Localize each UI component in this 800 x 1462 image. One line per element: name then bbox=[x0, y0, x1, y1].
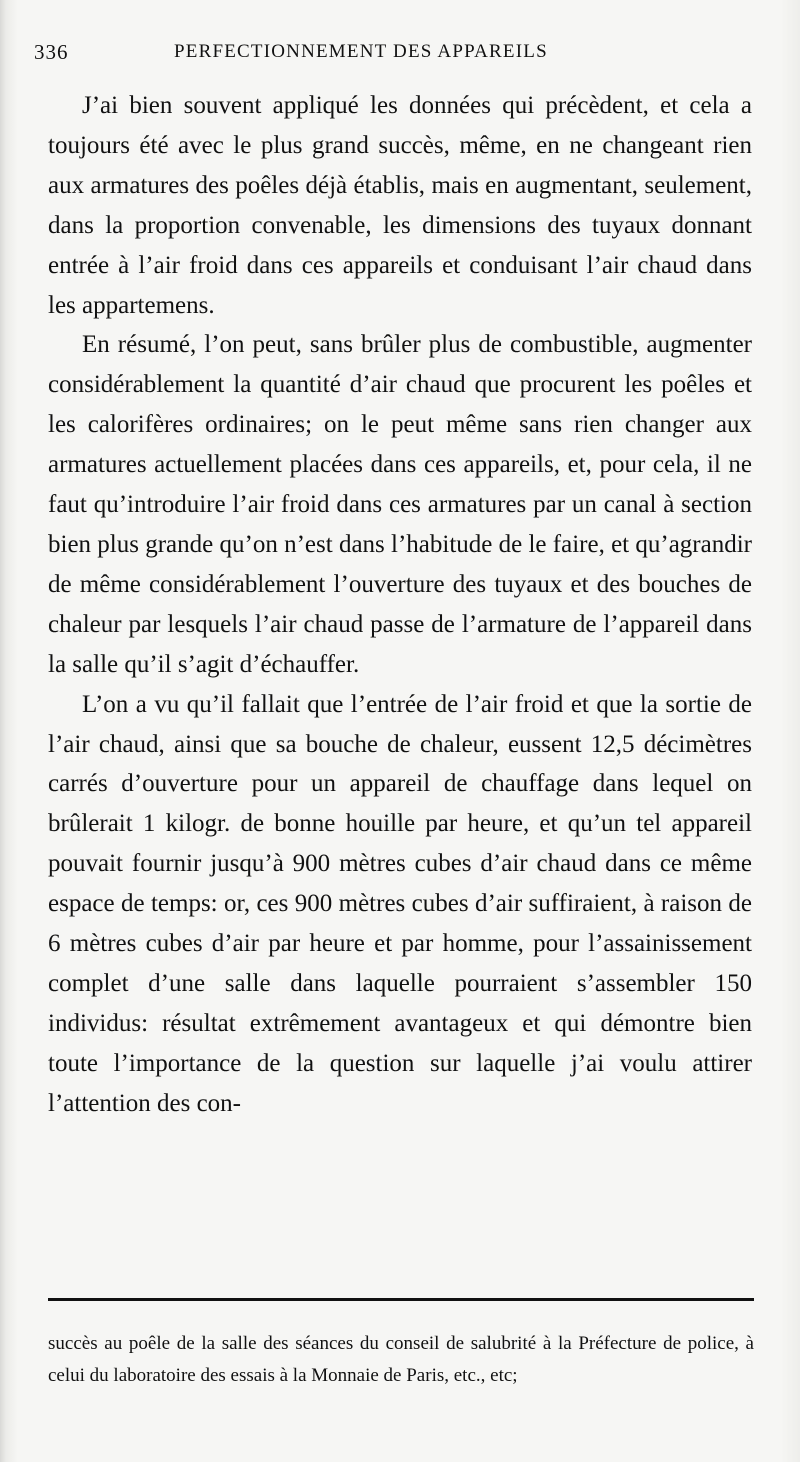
paragraph-2: En résumé, l’on peut, sans brûler plus de combustible, augmenter considérablement la quantité d’air chaud que procurent les poêles et les calorifères ordinaires; on le peut même sans rien changer aux armatures actuellement placées dans ces appareils, et, pour cela, il ne faut qu’introduire l’air froid dans ces armatures par un canal à section bien plus grande qu’on n’est dans l’habitude de le faire, et qu’agrandir de même considérablement l’ouverture des tuyaux et des bouches de chaleur par lesquels l’air chaud passe de l’armature de l’appareil dans la salle qu’il s’agit d’échauffer. bbox=[48, 331, 752, 678]
footnote-text: succès au poêle de la salle des séances du conseil de salubrité à la Préfecture de police, à celui du laboratoire des essais à la Monnaie de Paris, etc., etc; bbox=[48, 1333, 754, 1386]
page-number: 336 bbox=[34, 40, 69, 64]
paragraph-3: L’on a vu qu’il fallait que l’entrée de l’air froid et que la sortie de l’air chaud, ainsi que sa bouche de chaleur, eussent 12,5 décimètres carrés d’ouverture pour un appareil de chauffage dans lequel on brûlerait 1 kilogr. de bonne houille par heure, et qu’un tel appareil pouvait fournir jusqu’à 900 mètres cubes d’air chaud dans ce même espace de temps: or, ces 900 mètres cubes d’air suffiraient, à raison de 6 mètres cubes d’air par heure et par homme, pour l’assainissement complet d’une salle dans laquelle pourraient s’assembler 150 individus: résultat extrêmement avantageux et qui démontre bien toute l’importance de la question sur laquelle j’ai voulu attirer l’attention des con- bbox=[48, 690, 752, 1117]
footnote bbox=[48, 1328, 754, 1392]
footnote-divider bbox=[48, 1298, 754, 1301]
running-title: PERFECTIONNEMENT DES APPAREILS bbox=[174, 41, 548, 62]
main-text bbox=[48, 86, 752, 1124]
paragraph-1: J’ai bien souvent appliqué les données qui précèdent, et cela a toujours été avec le plus grand succès, même, en ne changeant rien aux armatures des poêles déjà établis, mais en augmentant, seulement, dans la proportion convenable, les dimensions des tuyaux donnant entrée à l’air froid dans ces appareils et conduisant l’air chaud dans les appartemens. bbox=[48, 92, 752, 319]
page-header bbox=[34, 40, 754, 72]
